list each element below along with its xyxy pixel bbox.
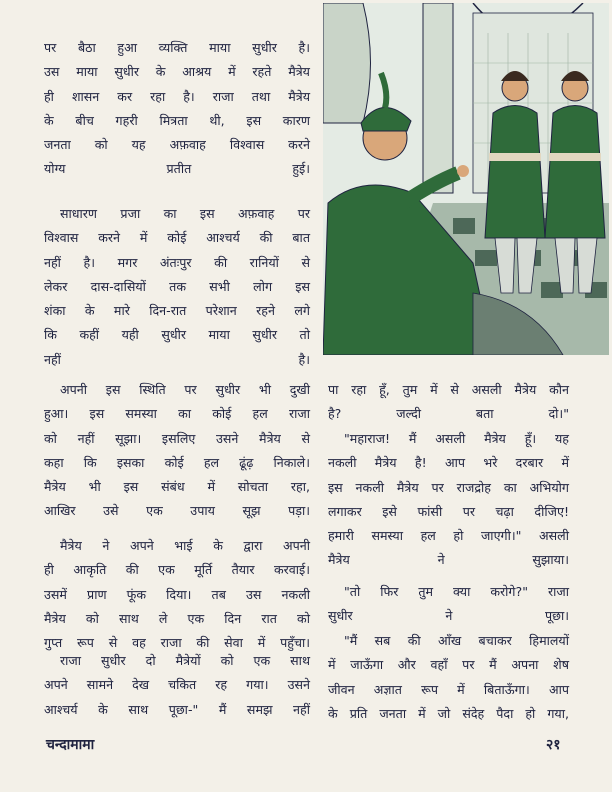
text-line: शंका के मारे दिन-रात परेशान रहने लगे [44,303,310,319]
text-line: सुधीर ने पूछा। [328,608,569,624]
text-line: नहीं है। मगर अंतःपुर की रानियों से [44,254,310,270]
text-line: पा रहा हूँ, तुम में से असली मैत्रेय कौन [328,382,569,397]
paragraph [44,378,310,524]
text-line: इस नकली मैत्रेय पर राजद्रोह का अभियोग [328,479,569,495]
paragraph [328,378,569,427]
paragraph [44,36,310,182]
text-line: लगाकर इसे फांसी पर चढ़ा दीजिए! [328,503,569,519]
text-line: अपने सामने देख चकित रह गया। उसने [44,677,310,693]
paragraph [328,427,569,573]
text-line: आश्चर्य के साथ पूछा-" मैं समझ नहीं [44,701,310,717]
text-line: है? जल्दी बता दो।" [328,406,569,422]
text-line: साधारण प्रजा का इस अफ़वाह पर [60,206,310,221]
text-line: के बीच गहरी मित्रता थी, इस कारण [44,112,310,128]
text-line: हुआ। इस समस्या का कोई हल राजा [44,406,310,422]
text-line: राजा सुधीर दो मैत्रेयों को एक साथ [60,653,310,668]
paragraph [328,580,569,629]
text-line: नकली मैत्रेय है! आप भरे दरबार में [328,455,569,471]
text-line: उसमें प्राण फूंक दिया। तब उस नकली [44,586,310,602]
illustration-drawing [323,3,609,355]
paragraph [44,649,310,722]
text-line: योग्य प्रतीत हुई। [44,161,310,177]
text-line: "तो फिर तुम क्या करोगे?" राजा [344,584,569,599]
text-line: "महाराज! मैं असली मैत्रेय हूँ। यह [344,431,569,446]
magazine-title: चन्दामामा [46,737,95,753]
text-line: नहीं है। [44,351,310,367]
paragraph [328,629,569,726]
text-line: कि कहीं यही सुधीर माया सुधीर तो [44,327,310,343]
text-line: में जाऊँगा और वहाँ पर मैं अपना शेष [328,657,569,673]
text-line: जीवन अज्ञात रूप में बिताऊँगा। आप [328,681,569,697]
text-line: आखिर उसे एक उपाय सूझ पड़ा। [44,503,310,519]
text-line: हमारी समस्या हल हो जाएगी।" असली [328,528,569,544]
text-line: ही आकृति की एक मूर्ति तैयार करवाई। [44,562,310,578]
paragraph [44,534,310,655]
text-line: मैत्रेय ने अपने भाई के द्वारा अपनी [60,538,310,553]
text-line: अपनी इस स्थिति पर सुधीर भी दुखी [60,382,310,397]
text-line: ही शासन कर रहा है। राजा तथा मैत्रेय [44,88,310,104]
text-line: को नहीं सूझा। इसलिए उसने मैत्रेय से [44,430,310,446]
page-number: २१ [546,737,561,753]
text-line: मैत्रेय ने सुझाया। [328,552,569,568]
text-line: लेकर दास-दासियों तक सभी लोग इस [44,278,310,294]
story-illustration [323,3,609,355]
text-line: कहा कि इसका कोई हल ढूंढ़ निकाले। [44,454,310,470]
text-line: "मैं सब की आँख बचाकर हिमालयों [344,633,569,648]
text-line: उस माया सुधीर के आश्रय में रहते मैत्रेय [44,64,310,80]
text-line: पर बैठा हुआ व्यक्ति माया सुधीर है। [44,40,310,55]
text-line: गुप्त रूप से वह राजा की सेवा में पहुँचा। [44,635,310,651]
text-line: मैत्रेय भी इस संबंध में सोचता रहा, [44,479,310,495]
paragraph [44,202,310,372]
text-line: के प्रति जनता में जो संदेह पैदा हो गया, [328,705,569,721]
text-line: जनता को यह अफ़वाह विश्वास करने [44,137,310,153]
text-line: विश्वास करने में कोई आश्चर्य की बात [44,230,310,246]
text-line: मैत्रेय को साथ ले एक दिन रात को [44,610,310,626]
